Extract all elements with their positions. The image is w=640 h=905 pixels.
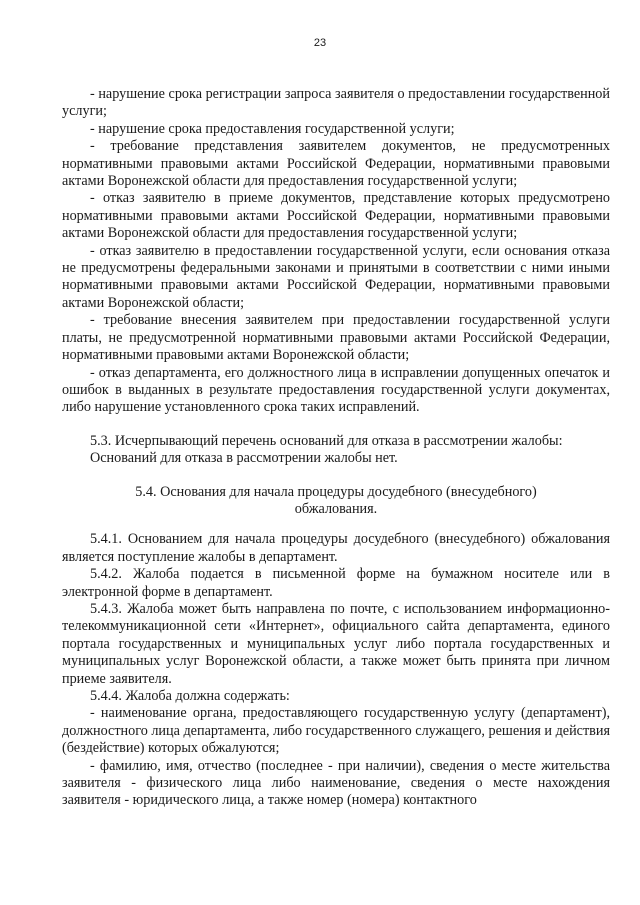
paragraph: 5.4.2. Жалоба подается в письменной форме на бумажном носителе или в электронной форме в департамент. (62, 566, 610, 600)
list-item: - требование внесения заявителем при предоставлении государственной услуги платы, не предусмотренной нормативными правовыми актами Российской Федерации, нормативными правовыми актами Воронежской области; (62, 312, 610, 364)
spacer (62, 518, 610, 531)
list-item: - нарушение срока регистрации запроса заявителя о предоставлении государственной услуги; (62, 86, 610, 120)
spacer (62, 468, 610, 484)
paragraph: 5.4.4. Жалоба должна содержать: (90, 688, 290, 704)
page-number: 23 (313, 37, 327, 49)
list-item: - отказ департамента, его должностного лица в исправлении допущенных опечаток и ошибок в выданных в результате предоставления государственной услуги документах, либо нарушение установленного срока таких исправлений. (62, 364, 610, 416)
list-item: - требование представления заявителем документов, не предусмотренных нормативными правовыми актами Российской Федерации, нормативными правовыми актами Воронежской области для предоставления государственной услуги; (62, 138, 610, 190)
list-item: - отказ заявителю в предоставлении государственной услуги, если основания отказа не предусмотрены федеральными законами и принятыми в соответствии с ними иными нормативными правовыми актами Российской Федерации, нормативными правовыми актами Воронежской области; (62, 242, 610, 311)
spacer (62, 417, 610, 433)
paragraph: 5.4.1. Основанием для начала процедуры досудебного (внесудебного) обжалования является поступление жалобы в департамент. (62, 531, 610, 565)
section-5-4-heading: 5.4. Основания для начала процедуры досудебного (внесудебного) обжалования. (135, 483, 537, 517)
document-body (62, 86, 610, 810)
section-5-3-text: Оснований для отказа в рассмотрении жалобы нет. (90, 450, 398, 467)
list-item: - отказ заявителю в приеме документов, представление которых предусмотрено нормативными правовыми актами Российской Федерации, нормативными правовыми актами Воронежской области для предоставления государственной услуги; (62, 190, 610, 242)
section-5-3-title: 5.3. Исчерпывающий перечень оснований для отказа в рассмотрении жалобы: (90, 432, 563, 449)
paragraph: 5.4.3. Жалоба может быть направлена по почте, с использованием информационно-телекоммуникационной сети «Интернет», официального сайта департамента, единого портала государственных и муниципальных услуг либо портала государственных и муниципальных услуг Воронежской области, а также может быть принята при личном приеме заявителя. (62, 600, 610, 687)
paragraph: - фамилию, имя, отчество (последнее - при наличии), сведения о месте жительства заявителя - физического лица либо наименование, сведения о месте нахождения заявителя - юридического лица, а также номер (номера) контактного (62, 757, 610, 809)
list-item: - нарушение срока предоставления государственной услуги; (90, 120, 455, 137)
paragraph: - наименование органа, предоставляющего государственную услугу (департамент), должностного лица департамента, либо государственного служащего, решения и действия (бездействие) которых обжалуются; (62, 705, 610, 757)
